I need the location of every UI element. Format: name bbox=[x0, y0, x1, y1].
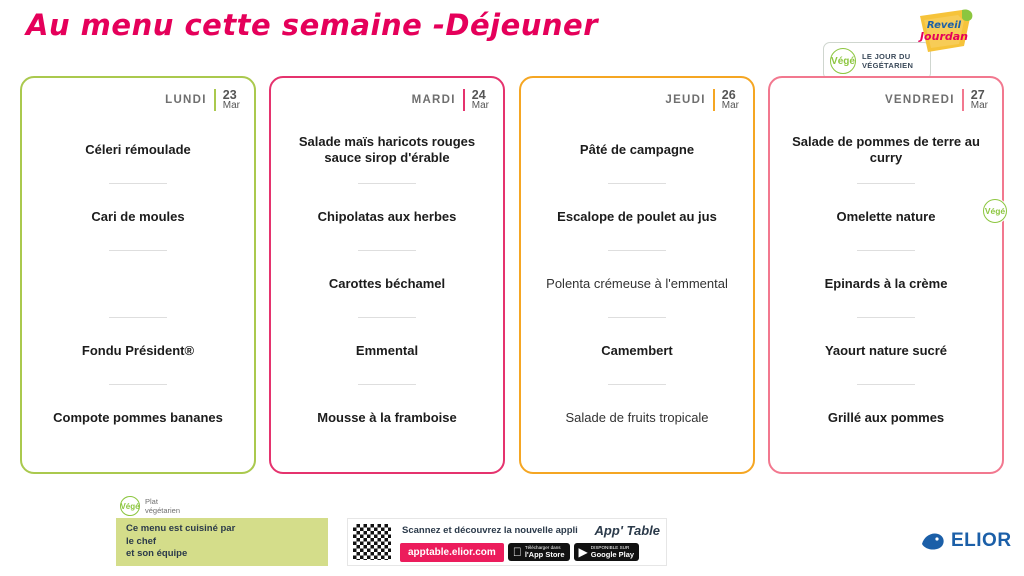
app-store-button[interactable] bbox=[508, 543, 570, 561]
elior-wordmark: ELIOR bbox=[951, 530, 1012, 551]
day-date-number: 24 bbox=[471, 87, 486, 102]
dish-item: Céleri rémoulade bbox=[85, 141, 191, 157]
dish-item: Carottes béchamel bbox=[283, 250, 491, 317]
day-separator bbox=[962, 89, 964, 111]
dish-list bbox=[271, 112, 503, 451]
app-promo-banner[interactable] bbox=[347, 518, 667, 566]
day-date-month: Mar bbox=[222, 100, 240, 112]
day-name: JEUDI bbox=[665, 94, 706, 106]
vegetarian-legend bbox=[120, 496, 180, 516]
vege-icon: Végé bbox=[983, 199, 1007, 223]
day-name: MARDI bbox=[411, 94, 456, 106]
google-play-button[interactable] bbox=[569, 543, 640, 561]
elior-mark-icon bbox=[920, 530, 946, 552]
day-date-month: Mar bbox=[471, 100, 489, 112]
app-banner-top bbox=[396, 519, 666, 541]
day-card-header bbox=[770, 78, 1002, 112]
day-card-header bbox=[271, 78, 503, 112]
app-banner-bottom bbox=[396, 541, 666, 565]
day-date bbox=[971, 89, 988, 112]
vege-legend-line1: Plat bbox=[145, 496, 158, 506]
reveil-jourdan-logo bbox=[914, 6, 978, 62]
google-play-big-label: Google Play bbox=[581, 549, 626, 559]
vege-badge-line2: VÉGÉTARIEN bbox=[862, 61, 914, 70]
page-title: Au menu cette semaine -Déjeuner bbox=[26, 8, 599, 42]
dish-list bbox=[521, 112, 753, 451]
day-card-header bbox=[22, 78, 254, 112]
day-card-lundi bbox=[20, 76, 256, 474]
dish-item: Compote pommes bananes bbox=[34, 384, 242, 451]
day-card-mardi bbox=[269, 76, 505, 474]
day-date bbox=[223, 89, 240, 112]
vege-legend-text bbox=[145, 497, 180, 516]
dish-item: Mousse à la framboise bbox=[283, 384, 491, 451]
qr-code-icon[interactable] bbox=[350, 521, 394, 563]
chef-line-2: le chef bbox=[126, 535, 157, 547]
day-date-number: 27 bbox=[970, 87, 985, 102]
svg-text:Reveil: Reveil bbox=[926, 20, 962, 31]
dish-item: Grillé aux pommes bbox=[782, 384, 990, 451]
dish-list bbox=[770, 112, 1002, 451]
dish-item: Epinards à la crème bbox=[782, 250, 990, 317]
chef-line-1: Ce menu est cuisiné par bbox=[126, 522, 236, 534]
dish-item: Salade de fruits tropicale bbox=[533, 384, 741, 451]
dish-item: Salade de pommes de terre au curry bbox=[792, 133, 980, 165]
dish-item: Camembert bbox=[533, 317, 741, 384]
day-date bbox=[722, 89, 739, 112]
dish-list bbox=[22, 112, 254, 451]
day-date-month: Mar bbox=[970, 100, 988, 112]
dish-item: Omelette nature bbox=[782, 183, 990, 250]
dish-item: Salade maïs haricots rouges sauce sirop d'érable bbox=[298, 133, 476, 165]
dish-item: Pâté de campagne bbox=[579, 141, 695, 157]
svg-text:Jourdan: Jourdan bbox=[919, 30, 969, 43]
day-date bbox=[472, 89, 489, 112]
vege-legend-line2: végétarien bbox=[145, 506, 181, 515]
day-date-number: 26 bbox=[721, 87, 736, 102]
day-date-number: 23 bbox=[222, 87, 237, 102]
vege-icon: Végé bbox=[830, 48, 856, 74]
app-banner-content bbox=[396, 519, 666, 565]
dish-item: Yaourt nature sucré bbox=[782, 317, 990, 384]
app-scan-text: Scannez et découvrez la nouvelle appli bbox=[402, 524, 578, 536]
day-separator bbox=[214, 89, 216, 111]
vege-badge-line1: LE JOUR DU bbox=[862, 51, 911, 61]
dish-item: Escalope de poulet au jus bbox=[533, 183, 741, 250]
dish-item: Chipolatas aux herbes bbox=[283, 183, 491, 250]
dish-item: Emmental bbox=[283, 317, 491, 384]
app-store-labels bbox=[515, 544, 565, 559]
dish-item: Cari de moules bbox=[34, 183, 242, 250]
apple-icon bbox=[513, 546, 522, 558]
vege-icon: Végé bbox=[120, 496, 140, 516]
day-date-month: Mar bbox=[721, 100, 739, 112]
app-url[interactable]: apptable.elior.com bbox=[400, 543, 504, 562]
day-name: VENDREDI bbox=[884, 94, 955, 106]
chef-line-3: et son équipe bbox=[126, 548, 188, 560]
google-play-icon: ▶ bbox=[569, 545, 579, 559]
dish-item: Polenta crémeuse à l'emmental bbox=[533, 250, 741, 317]
google-play-labels bbox=[581, 544, 634, 559]
google-play-small-label: DISPONIBLE SUR bbox=[581, 544, 621, 550]
vege-badge-text bbox=[862, 52, 913, 71]
day-card-jeudi bbox=[519, 76, 755, 474]
day-separator bbox=[463, 89, 465, 111]
day-name: LUNDI bbox=[165, 94, 207, 106]
day-separator bbox=[713, 89, 715, 111]
chef-message-box bbox=[116, 518, 328, 566]
day-card-header bbox=[521, 78, 753, 112]
app-store-big-label: l'App Store bbox=[515, 549, 556, 559]
app-store-small-label: Télécharger dans bbox=[515, 544, 552, 550]
day-card-vendredi bbox=[768, 76, 1004, 474]
elior-logo bbox=[920, 530, 1012, 552]
app-name: App' Table bbox=[594, 522, 660, 538]
dish-item: Fondu Président® bbox=[34, 317, 242, 384]
dish-item bbox=[34, 250, 242, 317]
